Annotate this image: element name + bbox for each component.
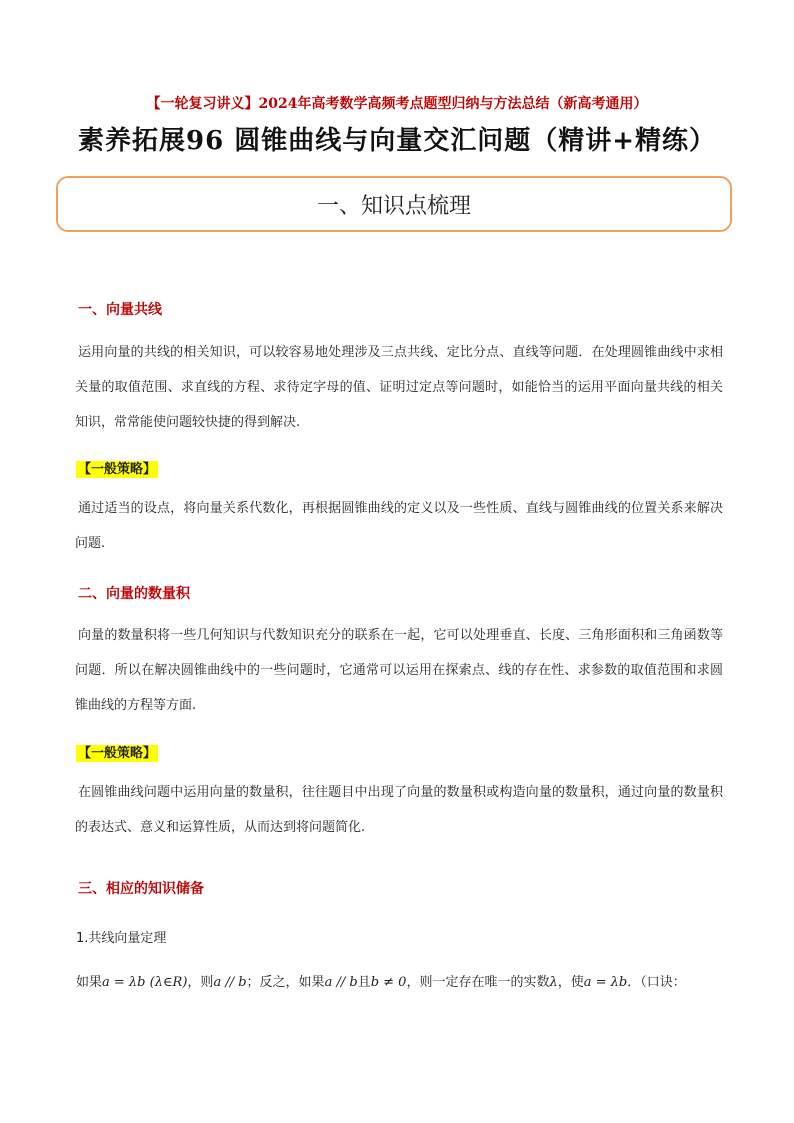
theorem-line [76, 971, 736, 990]
strategy-body-2: 在圆锥曲线问题中运用向量的数量积，往往题目中出现了向量的数量积或构造向量的数量积，通过向量的数量积的表达式、意义和运算性质，从而达到将问题简化. [75, 785, 723, 835]
theorem-text-2: ，则 [187, 975, 214, 990]
section-heading-3: 三、相应的知识储备 [78, 881, 204, 897]
theorem-text-4: 且 [357, 975, 371, 990]
theorem-text-3: ；反之，如果 [246, 975, 325, 990]
theorem-text-6: ，使 [557, 975, 584, 990]
strategy-body-1: 通过适当的设点，将向量关系代数化，再根据圆锥曲线的定义以及一些性质、直线与圆锥曲线的位置关系来解决问题. [75, 501, 723, 551]
section-box-title [56, 176, 732, 232]
section-body-1: 运用向量的共线的相关知识，可以较容易地处理涉及三点共线、定比分点、直线等问题．在处理圆锥曲线中求相关量的取值范围、求直线的方程、求待定字母的值、证明过定点等问题时，如能恰当的运用平面向量共线的相关知识，常常能使问题较快捷的得到解决. [75, 345, 723, 430]
theorem-math-1: a = λb (λ∈R) [102, 975, 188, 990]
strategy-tag-1: 【一般策略】 [78, 462, 157, 477]
theorem-math-3: a // b [324, 975, 358, 990]
theorem-math-5: λ [549, 975, 558, 990]
document-subtitle: 【一轮复习讲义】2024年高考数学高频考点题型归纳与方法总结（新高考通用） [146, 96, 648, 112]
section-body-2: 向量的数量积将一些几何知识与代数知识充分的联系在一起，它可以处理垂直、长度、三角形面积和三角函数等问题．所以在解决圆锥曲线中的一些问题时，它通常可以运用在探索点、线的存在性、求参数的取值范围和求圆锥曲线的方程等方面. [75, 628, 723, 713]
section-heading-1: 一、向量共线 [78, 302, 162, 318]
theorem-math-6: a = λb [583, 975, 628, 990]
section-heading-2: 二、向量的数量积 [78, 586, 190, 602]
box-title-text: 一、知识点梳理 [316, 193, 471, 219]
theorem-math-2: a // b [213, 975, 247, 990]
document-title: 素养拓展96 圆锥曲线与向量交汇问题（精讲+精练） [77, 126, 717, 156]
theorem-math-4: b ≠ 0 [370, 975, 407, 990]
theorem-text-7: ．（口诀： [627, 975, 686, 990]
theorem-text-1: 如果 [76, 975, 103, 990]
strategy-tag-2: 【一般策略】 [78, 746, 157, 761]
theorem-title: 1.共线向量定理 [76, 931, 167, 946]
theorem-text-5: ，则一定存在唯一的实数 [406, 975, 550, 990]
